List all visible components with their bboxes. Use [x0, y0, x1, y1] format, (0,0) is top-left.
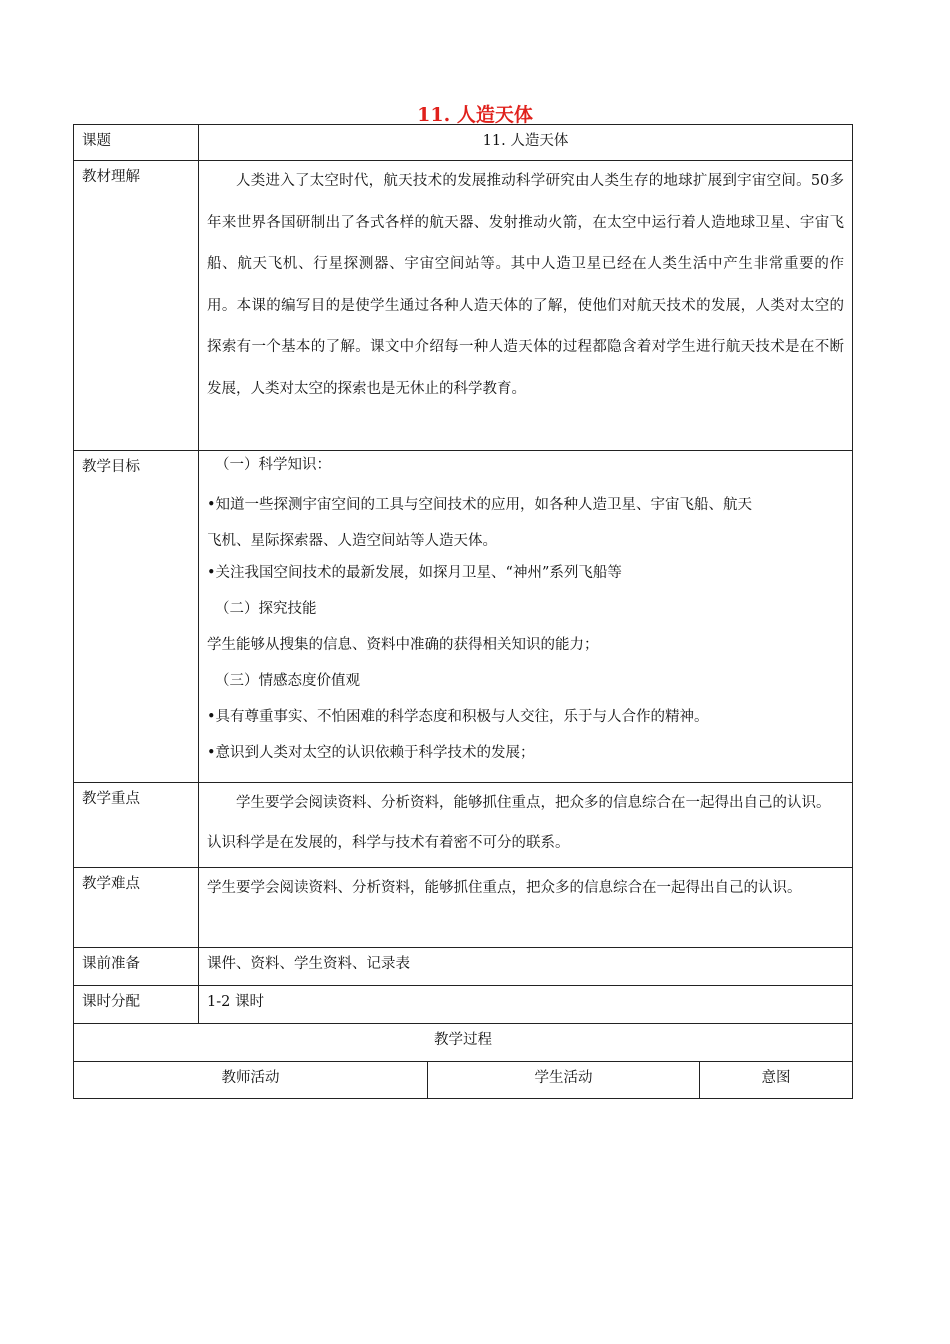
column-teacher: 教师活动 [74, 1062, 428, 1099]
key-points-label: 教学重点 [74, 783, 199, 868]
topic-value: 11. 人造天体 [199, 125, 853, 161]
row-topic [74, 125, 853, 161]
goal-line: •具有尊重事实、不怕困难的科学态度和积极与人交往，乐于与人合作的精神。 [207, 709, 709, 725]
row-process-columns [74, 1062, 853, 1099]
row-material [74, 161, 853, 451]
process-heading: 教学过程 [74, 1024, 853, 1062]
goal-line: （三）情感态度价值观 [215, 673, 360, 689]
hours-label: 课时分配 [74, 986, 199, 1024]
difficulties-text: 学生要学会阅读资料、分析资料，能够抓住重点，把众多的信息综合在一起得出自己的认识。 [207, 880, 802, 896]
row-process-heading [74, 1024, 853, 1062]
goal-line: 学生能够从搜集的信息、资料中准确的获得相关知识的能力； [207, 637, 599, 653]
goal-line: （一）科学知识： [215, 457, 331, 473]
column-intent: 意图 [700, 1062, 853, 1099]
key-points-text: 学生要学会阅读资料、分析资料，能够抓住重点，把众多的信息综合在一起得出自己的认识。认识科学是在发展的，科学与技术有着密不可分的联系。 [207, 795, 831, 851]
row-key-points [74, 783, 853, 868]
goal-line: （二）探究技能 [215, 601, 317, 617]
material-text: 人类进入了太空时代，航天技术的发展推动科学研究由人类生存的地球扩展到宇宙空间。50多年来世界各国研制出了各式各样的航天器、发射推动火箭，在太空中运行着人造地球卫星、宇宙飞船、航天飞机、行星探测器、宇宙空间站等。其中人造卫星已经在人类生活中产生非常重要的作用。本课的编写目的是使学生通过各种人造天体的了解，使他们对航天技术的发展，人类对太空的探索有一个基本的了解。课文中介绍每一种人造天体的过程都隐含着对学生进行航天技术是在不断发展，人类对太空的探索也是无休止的科学教育。 [207, 173, 845, 397]
goal-line: 飞机、星际探索器、人造空间站等人造天体。 [207, 533, 497, 549]
difficulties-label: 教学难点 [74, 868, 199, 948]
preparation-value: 课件、资料、学生资料、记录表 [199, 948, 853, 986]
goal-line: •关注我国空间技术的最新发展，如探月卫星、“神州”系列飞船等 [207, 565, 622, 581]
row-preparation [74, 948, 853, 986]
page-title: 11. 人造天体 [417, 104, 533, 126]
column-student: 学生活动 [428, 1062, 700, 1099]
goals-label: 教学目标 [74, 451, 199, 783]
row-hours [74, 986, 853, 1024]
lesson-plan-table [73, 124, 853, 1099]
goal-line: •知道一些探测宇宙空间的工具与空间技术的应用，如各种人造卫星、宇宙飞船、航天 [207, 497, 753, 513]
topic-label: 课题 [74, 125, 199, 161]
hours-value: 1-2 课时 [199, 986, 853, 1024]
row-difficulties [74, 868, 853, 948]
goal-line: •意识到人类对太空的认识依赖于科学技术的发展； [207, 745, 535, 761]
material-label: 教材理解 [74, 161, 199, 451]
row-goals [74, 451, 853, 783]
preparation-label: 课前准备 [74, 948, 199, 986]
